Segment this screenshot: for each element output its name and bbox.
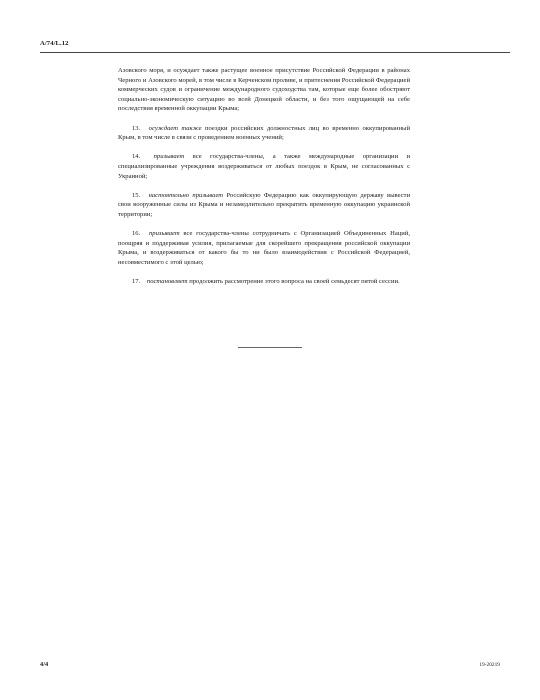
page-number: 4/4: [40, 661, 49, 668]
operative-verb: настоятельно призывает: [148, 191, 224, 199]
paragraph-number: 14.: [132, 153, 141, 161]
operative-verb: постановляет: [146, 278, 188, 286]
header-divider: [40, 52, 510, 53]
paragraph-text: Азовского моря, и осуждает также растущее военное присутствие Российской Федерации в районах Черного и Азовского морей, в том числе в Керченском проливе, и притеснения Российской Федерацией коммерческих судов и ограничение международного судоходства там, которые еще более обостряют социально-экономическую ситуацию во всей Донецкой области, и без того ощущающей на себе последствия временной оккупации Крыма;: [118, 67, 410, 113]
paragraph-text: все государства-члены, а также международные организации и специализированные учреждения воздерживаться от любых поездок в Крым, не согласованных с Украиной;: [118, 153, 411, 180]
operative-verb: осуждает также: [148, 124, 202, 132]
paragraph-text: все государства-члены сотрудничать с Организацией Объединенных Наций, поощряя и поддерживая усилия, прилагаемые для скорейшего прекращения российской оккупации Крыма, и воздерживаться от какого бы то ни было взаимодействия с Российской Федерацией, несовместимого с этой целью;: [118, 230, 410, 266]
end-of-document-rule: [238, 347, 302, 348]
paragraph-16: [118, 229, 410, 267]
paragraph-text: Российскую Федерацию как оккупирующую державу вывести свои вооруженные силы из Крыма и незамедлительно прекратить временную оккупацию украинской территории;: [118, 191, 410, 218]
paragraph-number: 16.: [132, 230, 141, 238]
paragraph-13: [118, 124, 410, 143]
paragraph-number: 17.: [132, 278, 141, 286]
paragraph-text: поездки российских должностных лиц во временно оккупированный Крым, в том числе в связи с проведением военных учений;: [118, 124, 411, 142]
paragraph-continuation: [118, 66, 410, 114]
paragraph-14: [118, 152, 410, 181]
paragraph-17: [118, 277, 410, 287]
job-number: 19-20219: [479, 662, 500, 668]
document-symbol: A/74/L.12: [40, 40, 69, 47]
paragraph-15: [118, 191, 410, 220]
paragraph-text: продолжить рассмотрение этого вопроса на своей семьдесят пятой сессии.: [189, 278, 400, 286]
operative-verb: призывает: [153, 153, 185, 161]
resolution-body: [118, 66, 410, 296]
operative-verb: призывает: [148, 230, 180, 238]
paragraph-number: 13.: [132, 124, 141, 132]
paragraph-number: 15.: [132, 191, 141, 199]
